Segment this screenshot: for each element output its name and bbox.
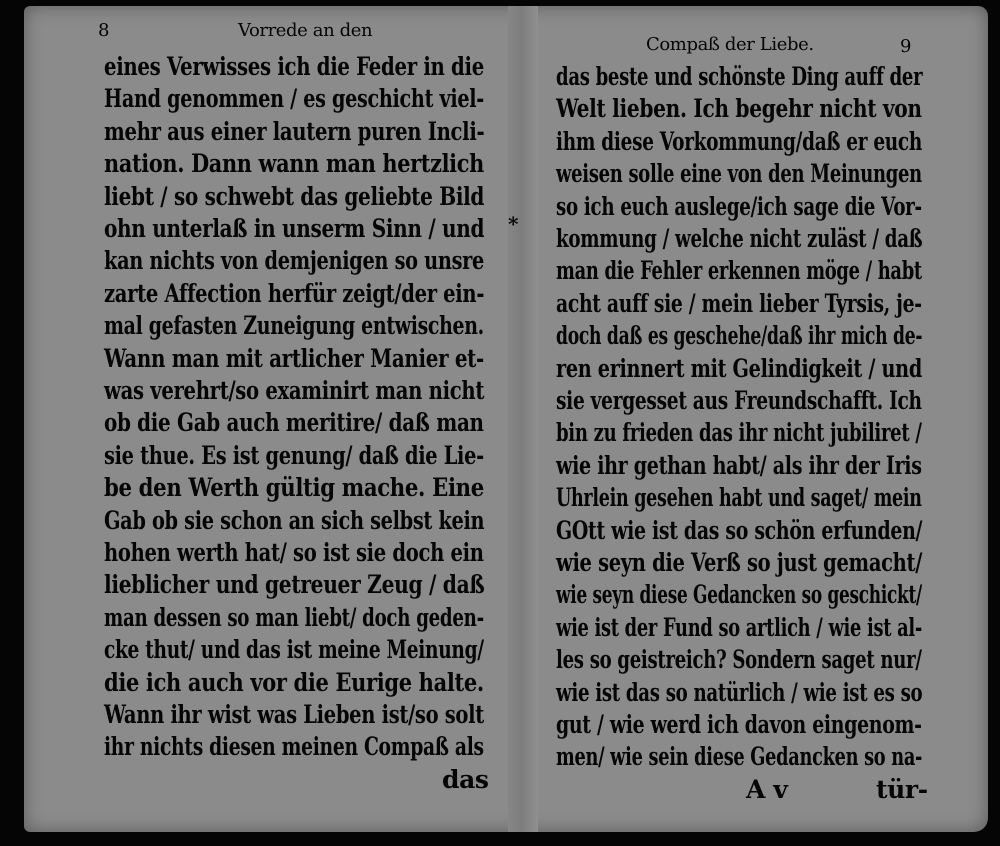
text-line: bin zu frieden das ihr nicht jubiliret / [556,418,922,448]
text-line: gut / wie werd ich davon eingenom- [556,710,922,739]
text-line: sie thue. Es ist genung/ daß die Lie- [104,440,484,470]
text-line: be den Werth gültig mache. Eine [104,473,484,503]
running-head-right: Compaß der Liebe. [646,34,814,55]
text-line: Welt lieben. Ich begehr nicht von [556,94,922,124]
text-line: hohen werth hat/ so ist sie doch ein [104,538,484,567]
text-line: wie ist der Fund so artlich / wie ist al- [556,612,922,642]
text-line: das beste und schönste Ding auff der [556,62,923,91]
page-number-right: 9 [900,36,912,57]
text-line: men/ wie sein diese Gedancken so na- [556,742,923,772]
text-line: mehr aus einer lautern puren Incli- [104,116,485,146]
text-line: Uhrlein gesehen habt und saget/ mein [556,483,922,513]
right-page [508,6,988,832]
text-line: Hand genommen / es geschicht viel- [104,84,484,114]
book-gutter [508,6,538,832]
text-line: kan nichts von demjenigen so unsre [104,246,484,276]
text-line: ihr nichts diesen meinen Compaß als [104,732,484,762]
margin-mark: * [508,212,519,236]
text-line: lieblicher und getreuer Zeug / daß [104,570,485,600]
text-line: man die Fehler erkennen möge / habt [556,256,922,286]
text-line: ohn unterlaß in unserm Sinn / und [104,214,485,243]
text-line: Wann ihr wist was Lieben ist/so solt [104,700,484,729]
book-spread [24,6,988,832]
text-line: les so geistreich? Sondern saget nur/ [556,645,922,675]
text-line: so ich euch auslege/ich sage die Vor- [556,191,922,221]
text-line: wie seyn diese Gedancken so geschickt/ [556,580,922,610]
text-line: mal gefasten Zuneigung entwischen. [104,311,484,341]
text-line: GOtt wie ist das so schön erfunden/ [556,515,923,545]
text-line: ihm diese Vorkommung/daß er euch [556,126,923,156]
catchword-right: tür- [876,774,928,804]
text-line: doch daß es geschehe/daß ihr mich de- [556,321,923,351]
text-line: ren erinnert mit Gelindigkeit / und [556,353,922,383]
text-line: wie ist das so natürlich / wie ist es so [556,677,923,707]
text-line: die ich auch vor die Eurige halte. [104,667,484,697]
text-line: wie ihr gethan habt/ als ihr der Iris [556,450,922,480]
text-line: was verehrt/so examinirt man nicht [104,376,485,405]
text-line: kommung / welche nicht zuläst / daß [556,224,923,253]
text-line: cke thut/ und das ist meine Meinung/ [104,635,484,665]
page-number-left: 8 [98,20,110,41]
text-line: eines Verwisses ich die Feder in die [104,52,484,81]
text-line: zarte Affection herfür zeigt/der ein- [104,278,485,308]
text-line: Gab ob sie schon an sich selbst kein [104,505,485,535]
text-line: sie vergesset aus Freundschafft. Ich [556,386,922,415]
text-line: acht auff sie / mein lieber Tyrsis, je- [556,288,922,318]
text-line: Wann man mit artlicher Manier et- [104,343,484,373]
text-line: man dessen so man liebt/ doch geden- [104,602,484,632]
catchword-left: das [442,764,489,794]
running-head-left: Vorrede an den [238,20,373,41]
text-line: weisen solle eine von den Meinungen [556,159,922,189]
text-line: wie seyn die Verß so just gemacht/ [556,548,922,577]
text-line: liebt / so schwebt das geliebte Bild [104,181,485,211]
text-line: ob die Gab auch meritire/ daß man [104,408,484,438]
text-line: nation. Dann wann man hertzlich [104,149,484,179]
signature-mark: A v [746,774,788,804]
left-page [24,6,508,832]
